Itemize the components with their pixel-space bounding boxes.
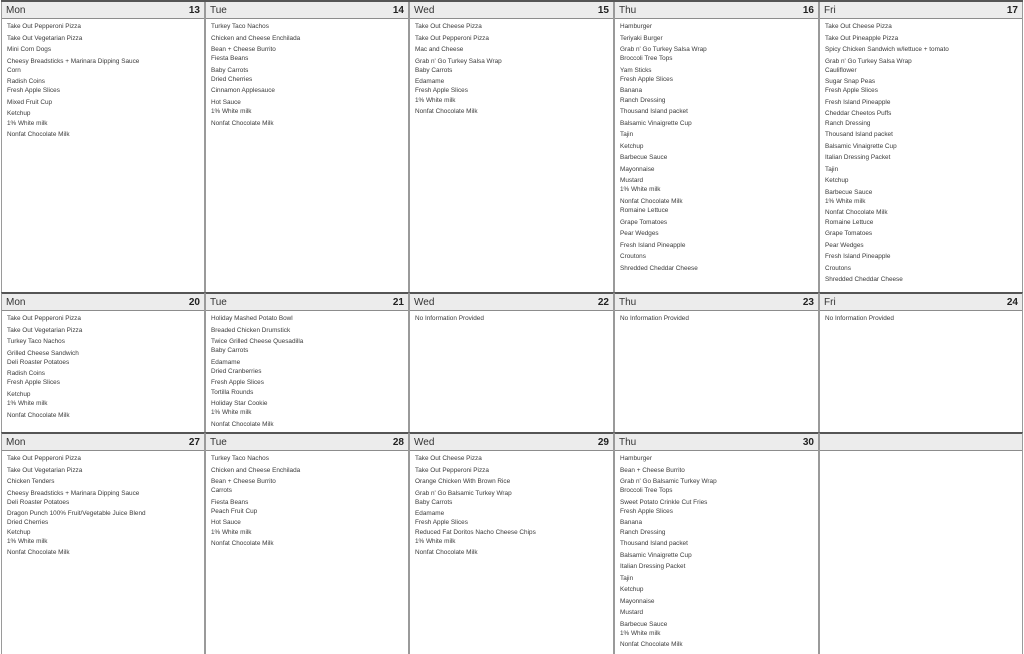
menu-item: Tajin xyxy=(620,131,634,139)
day-header xyxy=(206,294,408,311)
day-header xyxy=(820,2,1022,19)
menu-item: Orange Chicken With Brown Rice xyxy=(415,478,511,485)
menu-item: Thousand Island packet xyxy=(620,540,688,548)
menu-calendar-grid xyxy=(1,0,1023,652)
menu-item: 1% White milk xyxy=(7,400,48,408)
menu-item-list xyxy=(410,311,613,323)
menu-item: Fresh Apple Slices xyxy=(7,379,60,387)
menu-item: Ketchup xyxy=(825,177,849,185)
menu-item: Baby Carrots xyxy=(211,347,249,355)
menu-item-list xyxy=(820,19,1022,284)
menu-item: Turkey Taco Nachos xyxy=(7,338,65,345)
day-cell-wed-15 xyxy=(409,2,614,292)
menu-item-list xyxy=(206,311,408,429)
menu-item: Edamame xyxy=(211,358,241,366)
menu-item: Thousand Island packet xyxy=(620,108,688,116)
menu-item: Nonfat Chocolate Milk xyxy=(620,641,683,649)
menu-item: Ketchup xyxy=(620,142,644,150)
day-name: Wed xyxy=(414,436,435,448)
day-number: 22 xyxy=(597,296,609,308)
menu-item: 1% White milk xyxy=(415,96,456,104)
day-header xyxy=(2,434,204,451)
menu-item: Hamburger xyxy=(620,455,652,462)
menu-item: Cheesy Breadsticks + Marinara Dipping Sauce xyxy=(7,57,140,65)
menu-item: Radish Coins xyxy=(7,78,46,86)
menu-item: Corn xyxy=(7,66,21,74)
day-name: Tue xyxy=(210,4,227,16)
menu-item-list xyxy=(615,311,818,323)
menu-item: Take Out Pepperoni Pizza xyxy=(7,315,81,322)
menu-item: Sugar Snap Peas xyxy=(825,78,876,86)
menu-item-list xyxy=(2,311,204,420)
menu-item: Thousand Island packet xyxy=(825,131,893,139)
menu-item: Banana xyxy=(620,87,643,95)
menu-item: Dried Cranberries xyxy=(211,367,262,375)
menu-item: Peach Fruit Cup xyxy=(211,507,258,515)
menu-item: Reduced Fat Doritos Nacho Cheese Chips xyxy=(415,528,536,536)
day-name: Thu xyxy=(619,296,637,308)
menu-item: Fiesta Beans xyxy=(211,55,249,63)
day-name: Mon xyxy=(6,436,26,448)
menu-item: Spicy Chicken Sandwich w/lettuce + tomato xyxy=(825,46,949,53)
menu-item: Mayonnaise xyxy=(620,165,655,173)
menu-item: Deli Roaster Potatoes xyxy=(7,498,70,506)
menu-item: Cheddar Cheetos Puffs xyxy=(825,110,892,118)
day-name: Fri xyxy=(824,4,836,16)
day-name: Tue xyxy=(210,296,227,308)
menu-item: Bean + Cheese Burrito xyxy=(211,46,276,53)
menu-item: Fresh Apple Slices xyxy=(211,379,264,387)
menu-item: Barbecue Sauce xyxy=(620,620,668,628)
menu-item: Take Out Pepperoni Pizza xyxy=(415,34,489,42)
day-cell-mon-13 xyxy=(1,2,205,292)
day-header xyxy=(820,434,1022,451)
menu-item: Baby Carrots xyxy=(415,66,453,74)
day-number: 21 xyxy=(392,296,404,308)
menu-item: Grab n' Go Turkey Salsa Wrap xyxy=(825,57,912,65)
menu-item: Fresh Apple Slices xyxy=(620,507,673,515)
day-cell-fri-17 xyxy=(819,2,1023,292)
menu-item: Croutons xyxy=(620,253,646,261)
menu-item-list xyxy=(615,19,818,273)
menu-item: Mustard xyxy=(620,609,644,617)
menu-item-list xyxy=(820,451,1022,454)
menu-item: Mini Corn Dogs xyxy=(7,46,52,53)
menu-item: Shredded Cheddar Cheese xyxy=(825,276,903,284)
menu-item: Cinnamon Applesauce xyxy=(211,87,275,95)
menu-item: Ranch Dressing xyxy=(620,528,666,536)
menu-item: Take Out Vegetarian Pizza xyxy=(7,466,83,474)
menu-item-list xyxy=(410,451,613,558)
menu-item: Bean + Cheese Burrito xyxy=(620,466,685,474)
menu-item: Broccoli Tree Tops xyxy=(620,55,673,63)
menu-item: Pear Wedges xyxy=(620,230,659,238)
menu-item: Chicken and Cheese Enchilada xyxy=(211,34,301,42)
day-name: Tue xyxy=(210,436,227,448)
menu-item: Fresh Apple Slices xyxy=(415,519,468,527)
day-number: 14 xyxy=(392,4,404,16)
menu-item: Turkey Taco Nachos xyxy=(211,455,269,462)
menu-item: Take Out Pepperoni Pizza xyxy=(415,466,489,474)
menu-item: Teriyaki Burger xyxy=(620,34,663,42)
day-name: Fri xyxy=(824,296,836,308)
menu-item: Holiday Star Cookie xyxy=(211,400,268,408)
day-cell-wed-29 xyxy=(409,432,614,654)
day-number: 30 xyxy=(802,436,814,448)
day-name: Thu xyxy=(619,4,637,16)
menu-item: Cheesy Breadsticks + Marinara Dipping Sauce xyxy=(7,489,140,497)
day-header xyxy=(615,434,818,451)
menu-item: Fresh Island Pineapple xyxy=(825,253,891,261)
menu-item: Grape Tomatoes xyxy=(825,230,873,238)
menu-item: Balsamic Vinaigrette Cup xyxy=(620,551,692,559)
day-name: Mon xyxy=(6,4,26,16)
menu-item: Mixed Fruit Cup xyxy=(7,98,53,106)
day-header xyxy=(615,2,818,19)
day-number: 28 xyxy=(392,436,404,448)
menu-item: Deli Roaster Potatoes xyxy=(7,358,70,366)
menu-item: Nonfat Chocolate Milk xyxy=(7,411,70,419)
day-header xyxy=(410,434,613,451)
day-header xyxy=(2,294,204,311)
menu-item: Take Out Cheese Pizza xyxy=(415,455,482,462)
menu-item: No Information Provided xyxy=(620,315,689,322)
menu-item: Ketchup xyxy=(7,110,31,118)
menu-item: Dried Cherries xyxy=(7,519,49,527)
menu-item: Baby Carrots xyxy=(415,498,453,506)
menu-item-list xyxy=(820,311,1022,323)
menu-item: Turkey Taco Nachos xyxy=(211,23,269,30)
menu-item: 1% White milk xyxy=(211,409,252,417)
menu-item: Edamame xyxy=(415,78,445,86)
day-number: 20 xyxy=(188,296,200,308)
day-number: 27 xyxy=(188,436,200,448)
menu-item: Nonfat Chocolate Milk xyxy=(825,209,888,217)
menu-item: Breaded Chicken Drumstick xyxy=(211,326,291,334)
menu-item: Twice Grilled Cheese Quesadilla xyxy=(211,338,304,345)
menu-item: Grab n' Go Turkey Salsa Wrap xyxy=(415,57,502,65)
menu-item: Nonfat Chocolate Milk xyxy=(211,420,274,428)
menu-item: Take Out Pineapple Pizza xyxy=(825,34,899,42)
menu-item: Take Out Cheese Pizza xyxy=(415,23,482,30)
menu-item: Ranch Dressing xyxy=(620,96,666,104)
menu-item: Holiday Mashed Potato Bowl xyxy=(211,315,293,322)
menu-item: Take Out Pepperoni Pizza xyxy=(7,23,81,30)
menu-item: Grape Tomatoes xyxy=(620,218,668,226)
menu-item: Mustard xyxy=(620,177,644,185)
day-cell-mon-20 xyxy=(1,292,205,432)
day-header xyxy=(206,434,408,451)
menu-item: Hot Sauce xyxy=(211,519,241,527)
day-number: 15 xyxy=(597,4,609,16)
day-number: 24 xyxy=(1006,296,1018,308)
day-cell-thu-23 xyxy=(614,292,819,432)
menu-item: Mayonnaise xyxy=(620,597,655,605)
day-cell-thu-16 xyxy=(614,2,819,292)
day-cell-empty xyxy=(819,432,1023,654)
menu-item: Balsamic Vinaigrette Cup xyxy=(620,119,692,127)
menu-item: No Information Provided xyxy=(825,315,894,322)
day-number: 23 xyxy=(802,296,814,308)
menu-item: Chicken Tenders xyxy=(7,478,55,485)
day-cell-tue-28 xyxy=(205,432,409,654)
menu-item: Chicken and Cheese Enchilada xyxy=(211,466,301,474)
day-header xyxy=(410,294,613,311)
day-name: Wed xyxy=(414,4,435,16)
menu-item: Barbecue Sauce xyxy=(825,188,873,196)
day-header xyxy=(615,294,818,311)
menu-item: Romaine Lettuce xyxy=(620,207,669,215)
menu-item: Grilled Cheese Sandwich xyxy=(7,349,79,357)
menu-item: 1% White milk xyxy=(7,119,48,127)
menu-item: Tortilla Rounds xyxy=(211,388,254,396)
menu-item: Nonfat Chocolate Milk xyxy=(211,119,274,127)
menu-item: Grab n' Go Turkey Salsa Wrap xyxy=(620,46,707,53)
menu-item: Take Out Cheese Pizza xyxy=(825,23,892,30)
day-header xyxy=(2,2,204,19)
menu-item: Take Out Pepperoni Pizza xyxy=(7,455,81,462)
menu-item: Croutons xyxy=(825,264,851,272)
menu-item: Dried Cherries xyxy=(211,75,253,83)
menu-item: Nonfat Chocolate Milk xyxy=(415,549,478,557)
menu-item-list xyxy=(410,19,613,116)
menu-item: Nonfat Chocolate Milk xyxy=(7,131,70,139)
menu-item: Fresh Apple Slices xyxy=(620,75,673,83)
menu-item: No Information Provided xyxy=(415,315,484,322)
menu-item: Tajin xyxy=(825,165,839,173)
day-cell-tue-21 xyxy=(205,292,409,432)
menu-item: Fresh Apple Slices xyxy=(7,87,60,95)
menu-item: Take Out Vegetarian Pizza xyxy=(7,34,83,42)
day-name: Mon xyxy=(6,296,26,308)
menu-item: 1% White milk xyxy=(620,629,661,637)
day-header xyxy=(206,2,408,19)
menu-item: Tajin xyxy=(620,574,634,582)
menu-item: 1% White milk xyxy=(7,537,48,545)
menu-item: 1% White milk xyxy=(415,537,456,545)
menu-item: Italian Dressing Packet xyxy=(825,154,891,162)
menu-item: Grab n' Go Balsamic Turkey Wrap xyxy=(620,478,717,485)
menu-item: Radish Coins xyxy=(7,370,46,378)
menu-item: Nonfat Chocolate Milk xyxy=(415,108,478,116)
menu-item: Grab n' Go Balsamic Turkey Wrap xyxy=(415,489,512,497)
menu-item: 1% White milk xyxy=(825,197,866,205)
day-number: 17 xyxy=(1006,4,1018,16)
day-name: Thu xyxy=(619,436,637,448)
menu-item: Shredded Cheddar Cheese xyxy=(620,264,698,272)
menu-item: Fresh Apple Slices xyxy=(825,87,878,95)
day-header xyxy=(410,2,613,19)
menu-item: Hamburger xyxy=(620,23,652,30)
menu-item-list xyxy=(206,19,408,128)
menu-item: Bean + Cheese Burrito xyxy=(211,478,276,485)
menu-item: Fresh Apple Slices xyxy=(415,87,468,95)
day-number: 29 xyxy=(597,436,609,448)
menu-item: Banana xyxy=(620,519,643,527)
menu-item: Balsamic Vinaigrette Cup xyxy=(825,142,897,150)
day-header xyxy=(820,294,1022,311)
menu-item-list xyxy=(2,19,204,139)
day-name: Wed xyxy=(414,296,435,308)
menu-item: 1% White milk xyxy=(211,528,252,536)
menu-item: Ranch Dressing xyxy=(825,119,871,127)
menu-item: Ketchup xyxy=(7,528,31,536)
menu-item: Dragon Punch 100% Fruit/Vegetable Juice Blend xyxy=(7,510,146,518)
menu-item: Fresh Island Pineapple xyxy=(825,98,891,106)
menu-item: Take Out Vegetarian Pizza xyxy=(7,326,83,334)
menu-item: Romaine Lettuce xyxy=(825,218,874,226)
menu-item: Nonfat Chocolate Milk xyxy=(620,197,683,205)
menu-item: Carrots xyxy=(211,487,232,495)
menu-item: Pear Wedges xyxy=(825,241,864,249)
menu-item: Nonfat Chocolate Milk xyxy=(7,549,70,557)
menu-item: Italian Dressing Packet xyxy=(620,563,686,571)
menu-item: Ketchup xyxy=(7,390,31,398)
menu-item: Ketchup xyxy=(620,586,644,594)
menu-item: 1% White milk xyxy=(211,108,252,116)
menu-item: Yam Sticks xyxy=(620,66,652,74)
day-cell-tue-14 xyxy=(205,2,409,292)
day-cell-mon-27 xyxy=(1,432,205,654)
menu-item-list xyxy=(206,451,408,548)
menu-item: Fresh Island Pineapple xyxy=(620,241,686,249)
menu-item: Nonfat Chocolate Milk xyxy=(211,540,274,548)
menu-item: Cauliflower xyxy=(825,66,857,74)
day-number: 13 xyxy=(188,4,200,16)
menu-item: Edamame xyxy=(415,510,445,518)
menu-item: Mac and Cheese xyxy=(415,46,464,53)
menu-item: Baby Carrots xyxy=(211,66,249,74)
menu-item: Broccoli Tree Tops xyxy=(620,487,673,495)
menu-item-list xyxy=(2,451,204,558)
day-cell-fri-24 xyxy=(819,292,1023,432)
menu-item-list xyxy=(615,451,818,650)
menu-item: Sweet Potato Crinkle Cut Fries xyxy=(620,498,708,506)
menu-item: 1% White milk xyxy=(620,186,661,194)
day-cell-thu-30 xyxy=(614,432,819,654)
day-number: 16 xyxy=(802,4,814,16)
menu-item: Barbecue Sauce xyxy=(620,154,668,162)
menu-item: Fiesta Beans xyxy=(211,498,249,506)
menu-item: Hot Sauce xyxy=(211,98,241,106)
day-cell-wed-22 xyxy=(409,292,614,432)
